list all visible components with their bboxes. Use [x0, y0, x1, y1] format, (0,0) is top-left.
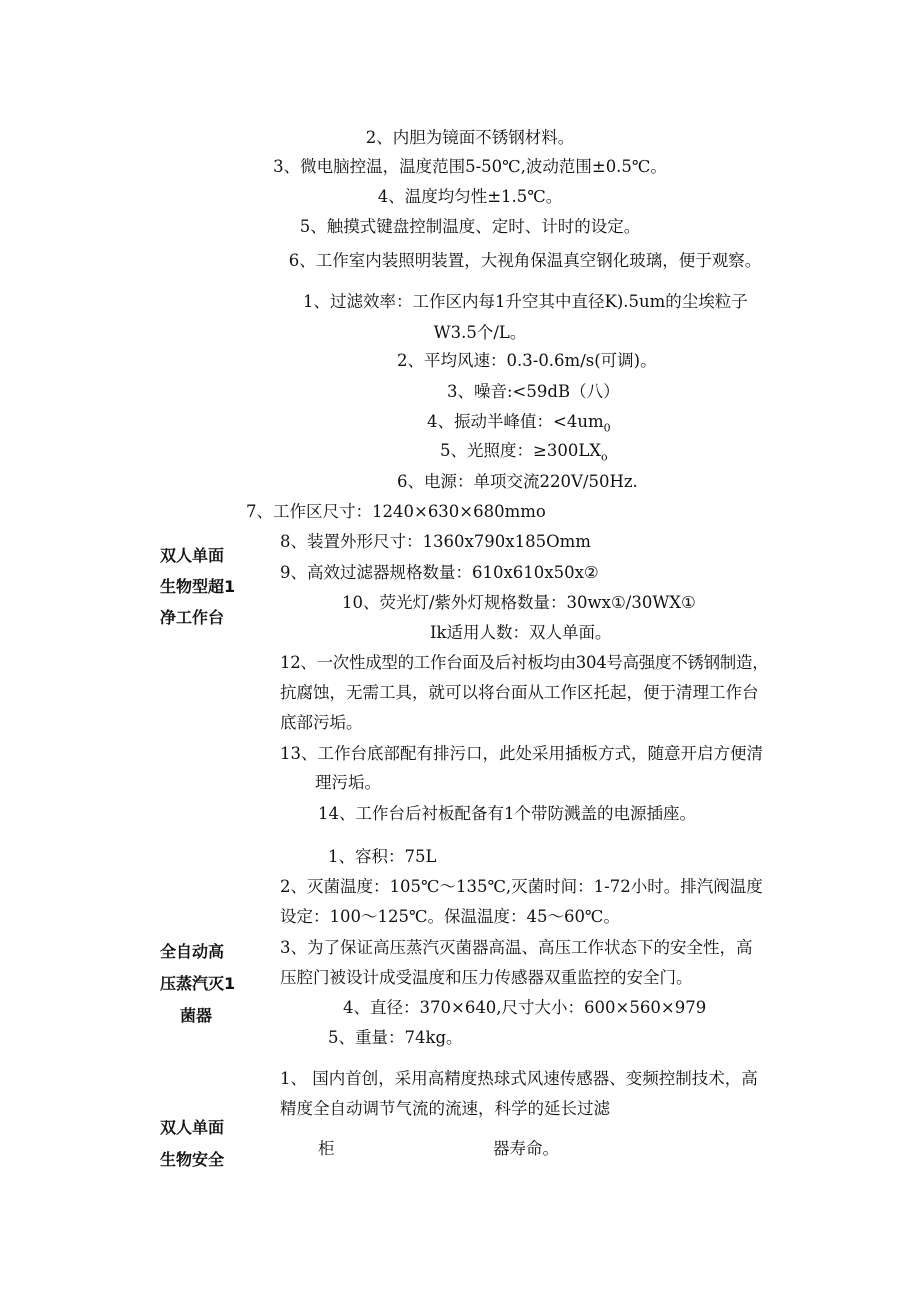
spec-line: 3、为了保证高压蒸汽灭菌器高温、高压工作状态下的安全性，高 — [280, 938, 753, 957]
spec-text: 4、振动半峰值：<4um — [427, 412, 604, 431]
spec-line: 2、灭菌温度：105℃～135℃,灭菌时间：1-72小时。排汽阀温度 — [280, 877, 763, 896]
spec-line: 14、工作台后衬板配备有1个带防溅盖的电源插座。 — [318, 804, 696, 823]
spec-line: 精度全自动调节气流的流速，科学的延长过滤 — [280, 1099, 610, 1118]
spec-line: 9、高效过滤器规格数量：610x610x50x② — [280, 563, 599, 582]
spec-line: Ik适用人数：双人单面。 — [430, 623, 612, 642]
spec-line: 7、工作区尺寸：1240×630×680mmo — [246, 502, 546, 521]
item-label-autoclave-2: 压蒸汽灭1 — [160, 974, 236, 993]
spec-line: 设定：100～125℃。保温温度：45～60℃。 — [280, 907, 620, 926]
spec-text: 5、光照度：≥300LX — [440, 441, 602, 460]
spec-line: 抗腐蚀，无需工具，就可以将台面从工作区托起，便于清理工作台 — [280, 683, 759, 702]
subscript: o — [601, 450, 608, 464]
spec-line: 8、装置外形尺寸：1360x790x185Omm — [280, 532, 591, 551]
item-label-clean-bench-3: 净工作台 — [160, 608, 225, 627]
feature-line: 5、触摸式键盘控制温度、定时、计时的设定。 — [299, 217, 641, 236]
item-label-safety-cabinet-2: 生物安全 — [160, 1150, 225, 1169]
spec-line: 12、一次性成型的工作台面及后衬板均由304号高强度不锈钢制造， — [280, 653, 769, 672]
spec-line: 1、容积：75L — [328, 847, 437, 866]
item-label-autoclave-3: 菌器 — [180, 1006, 213, 1025]
spec-line: 13、工作台底部配有排污口，此处采用插板方式，随意开启方便清 — [280, 744, 763, 763]
feature-line: 3、微电脑控温，温度范围5-50℃,波动范围±0.5℃。 — [273, 157, 667, 176]
spec-line: W3.5个/L。 — [433, 323, 527, 342]
spec-line — [427, 411, 611, 439]
spec-line: 1、过滤效率：工作区内每1升空其中直径K).5um的尘埃粒子 — [303, 292, 748, 311]
item-label-autoclave-1: 全自动高 — [160, 942, 225, 961]
spec-line: 底部污垢。 — [280, 713, 363, 732]
spec-line: 5、重量：74kg。 — [328, 1028, 463, 1047]
item-label-clean-bench-2: 生物型超1 — [160, 577, 236, 596]
spec-line: 3、噪音:<59dB（八） — [447, 382, 620, 401]
spec-line: 1、 国内首创，采用高精度热球式风速传感器、变频控制技术，高 — [280, 1069, 758, 1088]
feature-line: 6、工作室内装照明装置，大视角保温真空钢化玻璃，便于观察。 — [288, 251, 762, 270]
spec-line: 2、平均风速：0.3-0.6m∕s(可调)。 — [397, 351, 657, 370]
spec-line: 理污垢。 — [315, 773, 381, 792]
spec-line: 10、荧光灯/紫外灯规格数量：30wx①/30WX① — [342, 593, 696, 612]
spec-line: 4、直径：370×640,尺寸大小：600×560×979 — [343, 998, 707, 1017]
item-label-clean-bench-1: 双人单面 — [160, 546, 225, 565]
feature-line: 4、温度均匀性±1.5℃。 — [377, 187, 563, 206]
spec-line — [440, 440, 608, 468]
item-label-safety-cabinet-1: 双人单面 — [160, 1118, 225, 1137]
spec-line: 6、电源：单项交流220V∕50Hz. — [397, 472, 638, 491]
subscript: 0 — [603, 421, 611, 435]
spec-fragment: 柜 — [318, 1139, 335, 1158]
spec-fragment: 器寿命。 — [493, 1139, 559, 1158]
feature-line: 2、内胆为镜面不锈钢材料。 — [365, 128, 575, 147]
spec-line: 压腔门被设计成受温度和压力传感器双重监控的安全门。 — [280, 968, 693, 987]
